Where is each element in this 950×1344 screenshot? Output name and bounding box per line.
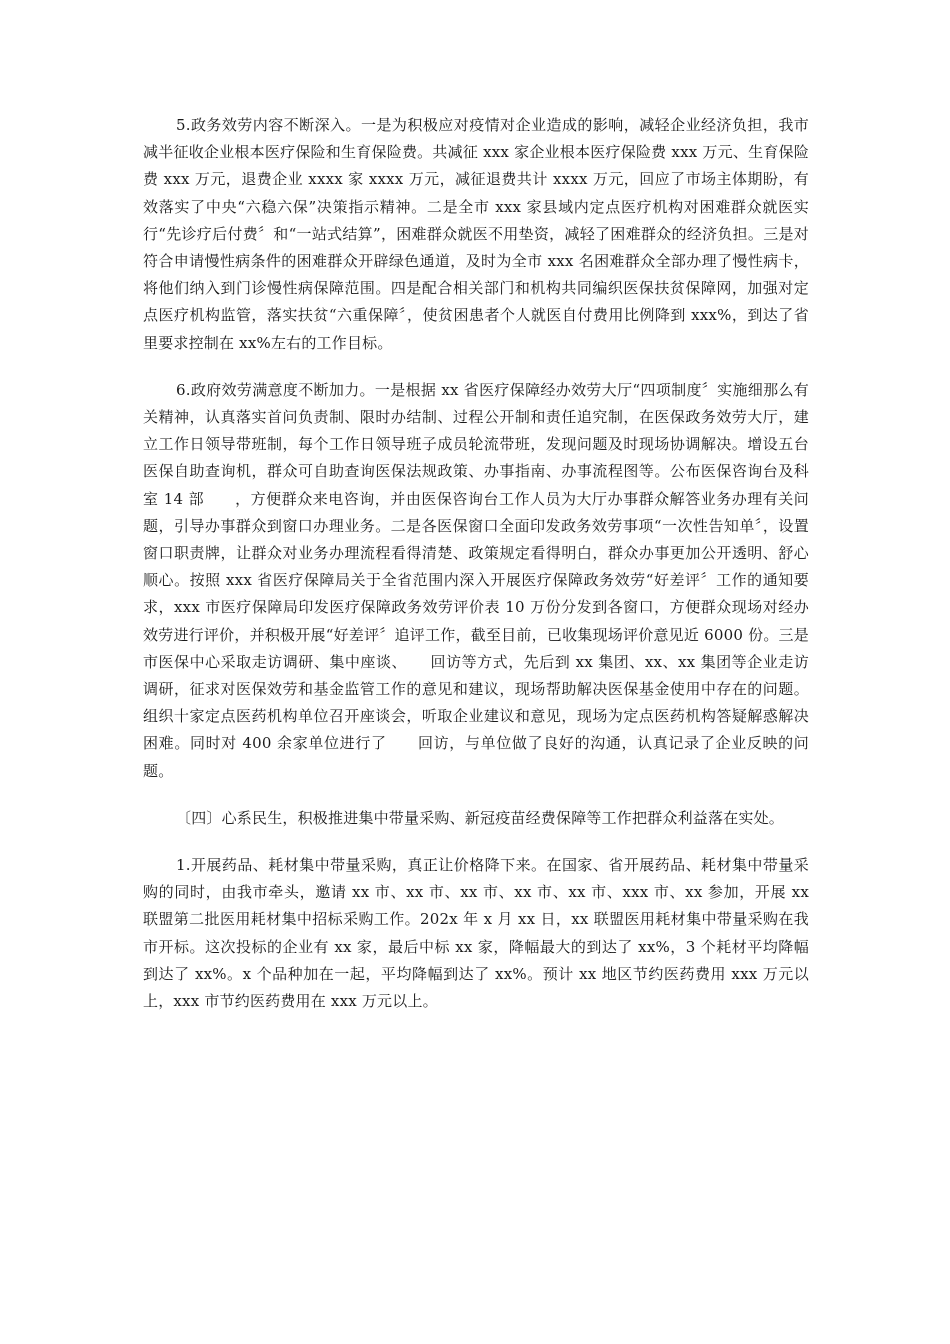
- document-body: [143, 112, 809, 1015]
- section-heading-four: 〔四〕心系民生，积极推进集中带量采购、新冠疫苗经费保障等工作把群众利益落在实处。: [176, 808, 785, 827]
- paragraph-service-satisfaction: 6.政府效劳满意度不断加力。一是根据 xx 省医疗保障经办效劳大厅“四项制度〞实施细那么有关精神，认真落实首问负责制、限时办结制、过程公开制和责任追究制，在医保政务效劳大厅，建立工作日领导带班制，每个工作日领导班子成员轮流带班，发现问题及时现场协调解决。增设五台医保自助查询机，群众可自助查询医保法规政策、办事指南、办事流程图等。公布医保咨询台及科室 14 部 ，方便群众来电咨询，并由医保咨询台工作人员为大厅办事群众解答业务办理有关问题，引导办事群众到窗口办理业务。二是各医保窗口全面印发政务效劳事项“一次性告知单〞，设置窗口职责牌，让群众对业务办理流程看得清楚、政策规定看得明白，群众办事更加公开透明、舒心顺心。按照 xxx 省医疗保障局关于全省范围内深入开展医疗保障政务效劳“好差评〞工作的通知要求，xxx 市医疗保障局印发医疗保障政务效劳评价表 10 万份分发到各窗口，方便群众现场对经办效劳进行评价，并积极开展“好差评〞追评工作，截至目前，已收集现场评价意见近 6000 份。三是市医保中心采取走访调研、集中座谈、 回访等方式，先后到 xx 集团、xx、xx 集团等企业走访调研，征求对医保效劳和基金监管工作的意见和建议，现场帮助解决医保基金使用中存在的问题。组织十家定点医药机构单位召开座谈会，听取企业建议和意见，现场为定点医药机构答疑解惑解决困难。同时对 400 余家单位进行了 回访，与单位做了良好的沟通，认真记录了企业反映的问题。: [143, 380, 809, 780]
- paragraph-volume-procurement: 1.开展药品、耗材集中带量采购，真正让价格降下来。在国家、省开展药品、耗材集中带量采购的同时，由我市牵头，邀请 xx 市、xx 市、xx 市、xx 市、xx 市、xxx 市、xx 参加，开展 xx 联盟第二批医用耗材集中招标采购工作。202x 年 x 月 xx 日，xx 联盟医用耗材集中带量采购在我市开标。这次投标的企业有 xx 家，最后中标 xx 家，降幅最大的到达了 xx%，3 个耗材平均降幅到达了 xx%。x 个品种加在一起，平均降幅到达了 xx%。预计 xx 地区节约医药费用 xxx 万元以上，xxx 市节约医药费用在 xxx 万元以上。: [143, 856, 809, 1011]
- paragraph-government-service-content: 5.政务效劳内容不断深入。一是为积极应对疫情对企业造成的影响，减轻企业经济负担，我市减半征收企业根本医疗保险和生育保险费。共减征 xxx 家企业根本医疗保险费 xxx 万元、生育保险费 xxx 万元，退费企业 xxxx 家 xxxx 万元，减征退费共计 xxxx 万元，回应了市场主体期盼，有效落实了中央“六稳六保”决策指示精神。二是全市 xxx 家县域内定点医疗机构对困难群众就医实行“先诊疗后付费〞和“一站式结算”，困难群众就医不用垫资，减轻了困难群众的经济负担。三是对符合申请慢性病条件的困难群众开辟绿色通道，及时为全市 xxx 名困难群众全部办理了慢性病卡，将他们纳入到门诊慢性病保障范围。四是配合相关部门和机构共同编织医保扶贫保障网，加强对定点医疗机构监管，落实扶贫“六重保障〞，使贫困患者个人就医自付费用比例降到 xxx%，到达了省里要求控制在 xx%左右的工作目标。: [143, 116, 809, 352]
